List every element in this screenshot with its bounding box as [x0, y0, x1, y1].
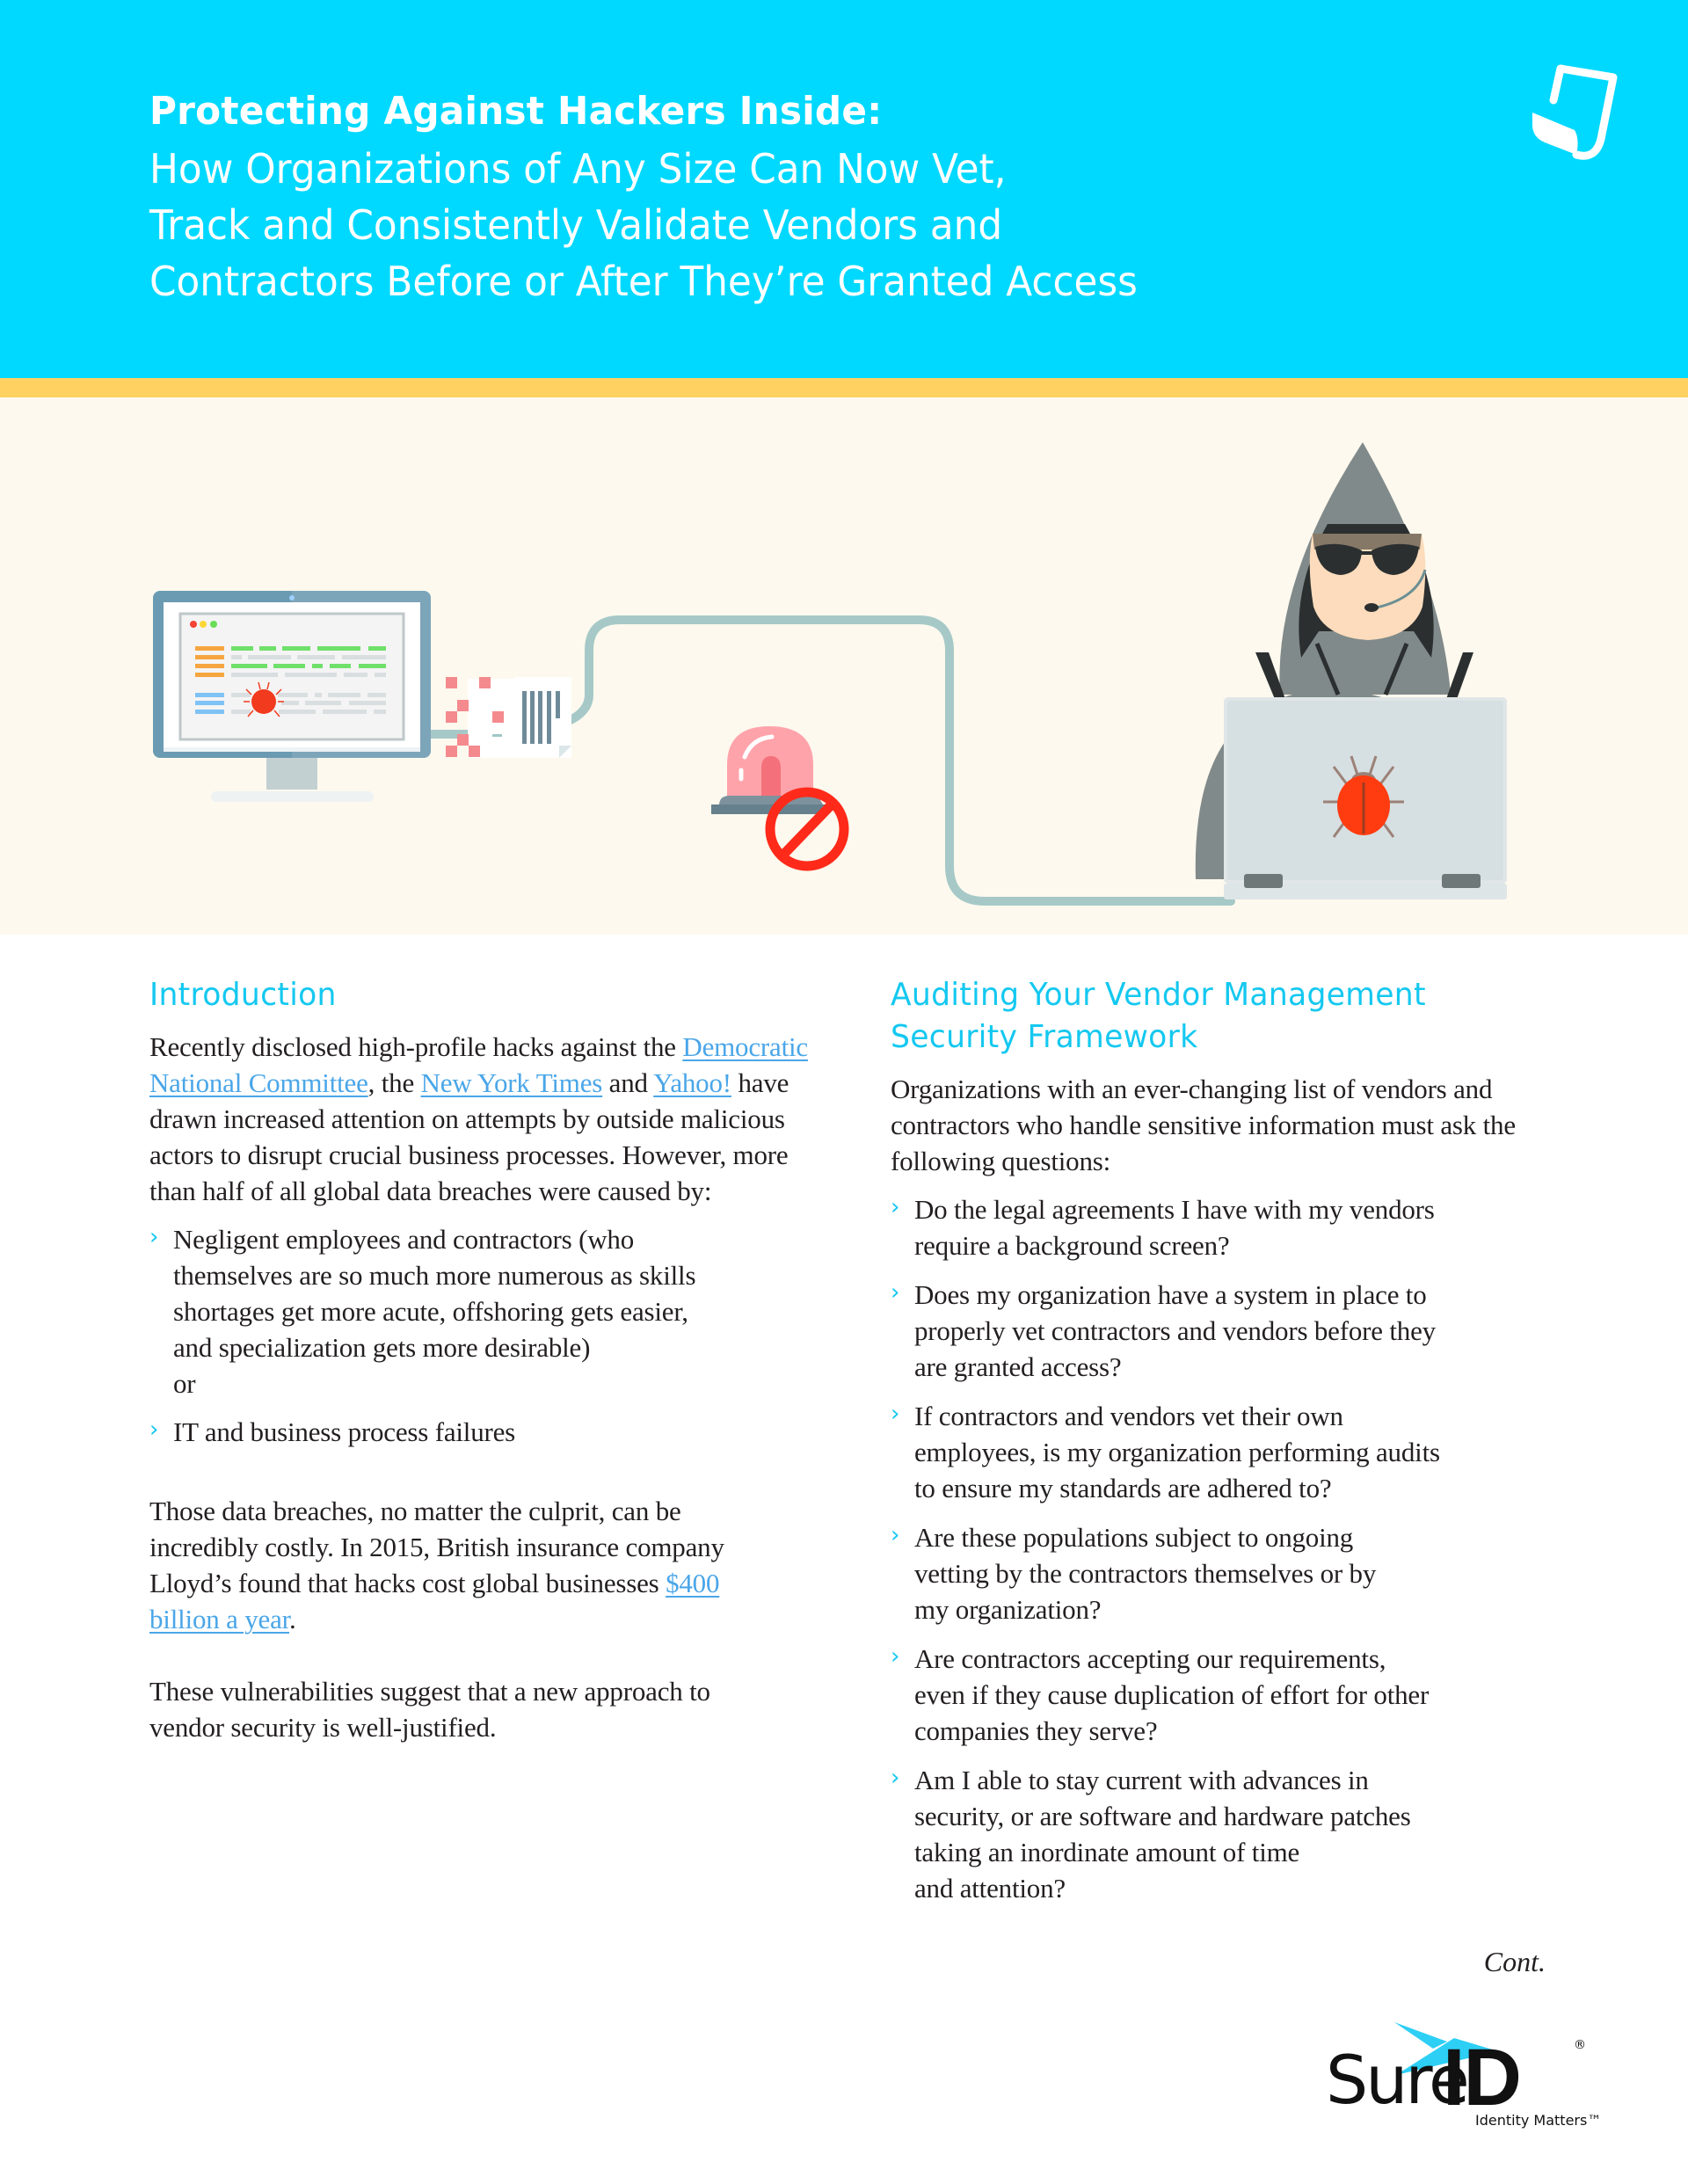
heading-line: Security Framework — [891, 1019, 1198, 1055]
text: vetting by the contractors themselves or by — [914, 1558, 1377, 1589]
chevron-right-icon: › — [891, 1643, 900, 1670]
text: shortages get more acute, offshoring gets easier, — [173, 1296, 688, 1327]
list-item — [891, 1191, 1576, 1263]
list-item — [891, 1398, 1576, 1506]
intro-paragraph — [149, 1029, 818, 1209]
text: have drawn increased attention on attempts by outside malicious actors to disrupt crucial business processes. However, more than half of all global data breaches were caused by: — [149, 1067, 789, 1206]
accent-stripe — [0, 378, 1688, 397]
page-subtitle — [149, 141, 1138, 309]
list-item — [891, 1762, 1576, 1906]
auditing-heading — [891, 974, 1549, 1059]
subtitle-line: How Organizations of Any Size Can Now Vet, — [149, 145, 1007, 193]
text: Are contractors accepting our requirements, — [914, 1643, 1386, 1674]
text: companies they serve? — [914, 1715, 1158, 1746]
text: security, or are software and hardware patches — [914, 1801, 1411, 1831]
heading-line: Auditing Your Vendor Management — [891, 977, 1426, 1013]
text: and specialization gets more desirable) — [173, 1332, 591, 1363]
text: properly vet contractors and vendors before they — [914, 1315, 1436, 1346]
registered-mark: ® — [1574, 2038, 1586, 2052]
logo-sure-text: Sure — [1326, 2041, 1467, 2119]
text: Do the legal agreements I have with my vendors — [914, 1194, 1435, 1225]
subtitle-line: Track and Consistently Validate Vendors and — [149, 201, 1003, 249]
text: employees, is my organization performing audits — [914, 1437, 1440, 1467]
list-item — [149, 1414, 818, 1450]
text: and attention? — [914, 1873, 1066, 1904]
chevron-right-icon: › — [891, 1522, 900, 1548]
hero-illustration — [0, 397, 1688, 935]
list-item — [149, 1221, 818, 1401]
logo-id-text: ID — [1443, 2033, 1520, 2122]
text: taking an inordinate amount of time — [914, 1837, 1300, 1867]
text: IT and business process failures — [173, 1416, 516, 1447]
sureid-logo — [1326, 2003, 1607, 2129]
link-new-york-times[interactable]: New York Times — [420, 1067, 603, 1098]
text: my organization? — [914, 1594, 1102, 1625]
introduction-heading: Introduction — [149, 977, 337, 1013]
text: Does my organization have a system in place to — [914, 1279, 1427, 1310]
desktop-monitor-icon — [153, 591, 431, 802]
conclusion-paragraph: These vulnerabilities suggest that a new approach to vendor security is well-justified. — [149, 1676, 710, 1743]
text: , the — [367, 1067, 421, 1098]
document-icon — [1525, 63, 1631, 169]
text: themselves are so much more numerous as skills — [173, 1260, 696, 1291]
text: require a background screen? — [914, 1230, 1230, 1261]
text: Negligent employees and contractors (who — [173, 1224, 634, 1255]
list-item — [891, 1519, 1576, 1627]
cost-paragraph — [149, 1493, 765, 1637]
text: . — [289, 1604, 296, 1634]
auditing-section — [891, 974, 1576, 1906]
chevron-right-icon: › — [149, 1224, 159, 1250]
laptop-icon — [1224, 697, 1507, 899]
chevron-right-icon: › — [149, 1416, 159, 1443]
page-title: Protecting Against Hackers Inside: — [149, 89, 883, 134]
breach-causes-list — [149, 1221, 818, 1450]
subtitle-line: Contractors Before or After They’re Granted Access — [149, 258, 1138, 305]
text: Are these populations subject to ongoing — [914, 1522, 1354, 1553]
text: If contractors and vendors vet their own — [914, 1401, 1343, 1431]
chevron-right-icon: › — [891, 1279, 900, 1306]
text: and — [602, 1067, 654, 1098]
questions-list — [891, 1191, 1576, 1906]
list-item — [891, 1641, 1576, 1749]
data-packet-icon — [446, 677, 571, 758]
text: Am I able to stay current with advances in — [914, 1765, 1369, 1795]
auditing-intro: Organizations with an ever-changing list of vendors and contractors who handle sensitive information must ask the following questions: — [891, 1074, 1516, 1176]
header-banner — [0, 0, 1688, 378]
continued-label: Cont. — [1483, 1946, 1546, 1977]
alarm-siren-icon — [711, 726, 826, 814]
text: to ensure my standards are adhered to? — [914, 1473, 1332, 1503]
chevron-right-icon: › — [891, 1401, 900, 1427]
link-yahoo[interactable]: Yahoo! — [653, 1067, 731, 1098]
chevron-right-icon: › — [891, 1765, 900, 1791]
link-dnc[interactable]: Democratic National Committee — [149, 1031, 808, 1098]
text: are granted access? — [914, 1351, 1122, 1382]
text: Recently disclosed high-profile hacks against the — [149, 1031, 683, 1062]
introduction-section — [149, 974, 818, 1745]
text: even if they cause duplication of effort for other — [914, 1679, 1430, 1710]
text: or — [173, 1368, 196, 1399]
link-400-billion[interactable]: $400 billion a year — [149, 1568, 720, 1634]
chevron-right-icon: › — [891, 1194, 900, 1220]
logo-tagline: Identity Matters™ — [1475, 2112, 1602, 2129]
list-item — [891, 1277, 1576, 1385]
text: Those data breaches, no matter the culprit, can be incredibly costly. In 2015, British insurance company Lloyd’s found that hacks cost global businesses — [149, 1496, 724, 1598]
